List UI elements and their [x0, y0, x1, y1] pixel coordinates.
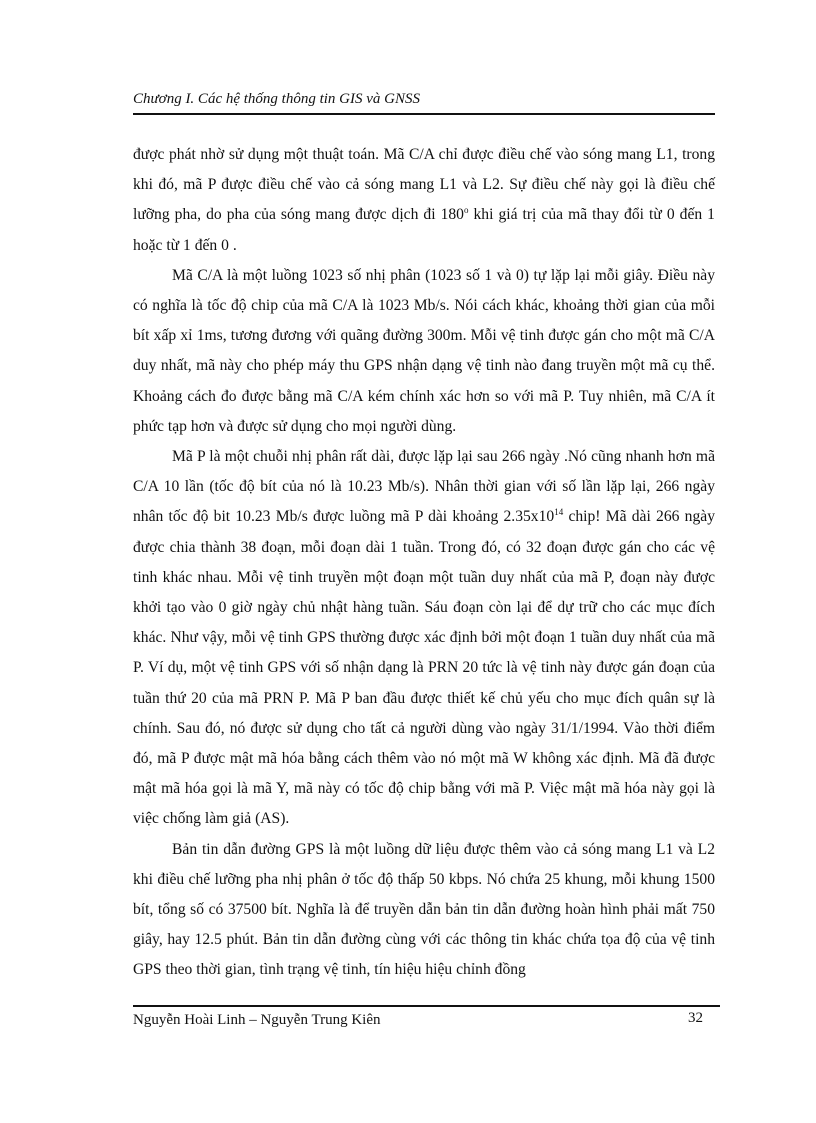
paragraph	[133, 261, 715, 442]
paragraph	[133, 140, 715, 261]
document-body	[133, 140, 715, 986]
header-divider	[133, 113, 715, 115]
superscript: o	[463, 205, 469, 216]
paragraph-text: Mã C/A là một luồng 1023 số nhị phân (1023 số 1 và 0) tự lặp lại mỗi giây. Điều này có nghĩa là tốc độ chip của mã C/A là 1023 Mb/s. Nói cách khác, khoảng thời gian của mỗi bít xấp xỉ 1ms, tương đương với quãng đường 300m. Mỗi vệ tinh được gán cho một mã C/A duy nhất, mã này cho phép máy thu GPS nhận dạng vệ tinh nào đang truyền một mã cụ thể. Khoảng cách đo được bằng mã C/A kém chính xác hơn so với mã P. Tuy nhiên, mã C/A ít phức tạp hơn và được sử dụng cho mọi người dùng.	[133, 266, 715, 435]
superscript: 14	[554, 507, 564, 518]
paragraph-text: khi giá trị của mã thay đổi từ 0 đến 1 hoặc từ 1 đến 0 .	[133, 206, 715, 254]
footer-authors: Nguyễn Hoài Linh – Nguyễn Trung Kiên	[133, 1012, 381, 1028]
paragraph-text: được phát nhờ sử dụng một thuật toán. Mã C/A chỉ được điều chế vào sóng mang L1, trong khi đó, mã P được điều chế vào cả sóng mang L1 và L2. Sự điều chế này gọi là điều chế lưỡng pha, do pha của sóng mang được dịch đi 180	[133, 146, 715, 224]
paragraph	[133, 442, 715, 835]
paragraph-text: chip! Mã dài 266 ngày được chia thành 38 đoạn, mỗi đoạn dài 1 tuần. Trong đó, có 32 đoạn được gán cho các vệ tinh khác nhau. Mỗi vệ tinh truyền một đoạn một tuần duy nhất của mã P, đoạn này được khởi tạo vào 0 giờ ngày chủ nhật hàng tuần. Sáu đoạn còn lại để dự trữ cho các mục đích khác. Như vậy, mỗi vệ tinh GPS thường được xác định bởi một đoạn 1 tuần duy nhất của mã P. Ví dụ, một vệ tinh GPS với số nhận dạng là PRN 20 tức là vệ tinh này được gán đoạn của tuần thứ 20 của mã PRN P. Mã P ban đầu được thiết kế chủ yếu cho mục đích quân sự là chính. Sau đó, nó được sử dụng cho tất cả người dùng vào ngày 31/1/1994. Vào thời điểm đó, mã P được mật mã hóa bằng cách thêm vào nó một mã W không xác định. Mã đã được mật mã hóa gọi là mã Y, mã này có tốc độ chip bằng với mã P. Việc mật mã hóa này gọi là việc chống làm giả (AS).	[133, 508, 715, 828]
paragraph-text: Bản tin dẫn đường GPS là một luồng dữ liệu được thêm vào cả sóng mang L1 và L2 khi điều chế lưỡng pha nhị phân ở tốc độ thấp 50 kbps. Nó chứa 25 khung, mỗi khung 1500 bít, tổng số có 37500 bít. Nghĩa là để truyền dẫn bản tin dẫn đường hoàn hình phải mất 750 giây, hay 12.5 phút. Bản tin dẫn đường cùng với các thông tin khác chứa tọa độ của vệ tinh GPS theo thời gian, tình trạng vệ tinh, tín hiệu hiệu chỉnh đồng	[133, 840, 715, 979]
footer-divider	[133, 1005, 720, 1007]
paragraph	[133, 835, 715, 986]
chapter-title: Chương I. Các hệ thống thông tin GIS và GNSS	[133, 91, 420, 107]
page-header	[133, 89, 713, 109]
page-number: 32	[688, 1010, 703, 1026]
paragraph-text: Mã P là một chuỗi nhị phân rất dài, được lặp lại sau 266 ngày .Nó cũng nhanh hơn mã C/A 10 lần (tốc độ bít của nó là 10.23 Mb/s). Nhân thời gian với số lần lặp lại, 266 ngày nhân tốc độ bit 10.23 Mb/s được luồng mã P dài khoảng 2.35x10	[133, 448, 715, 526]
